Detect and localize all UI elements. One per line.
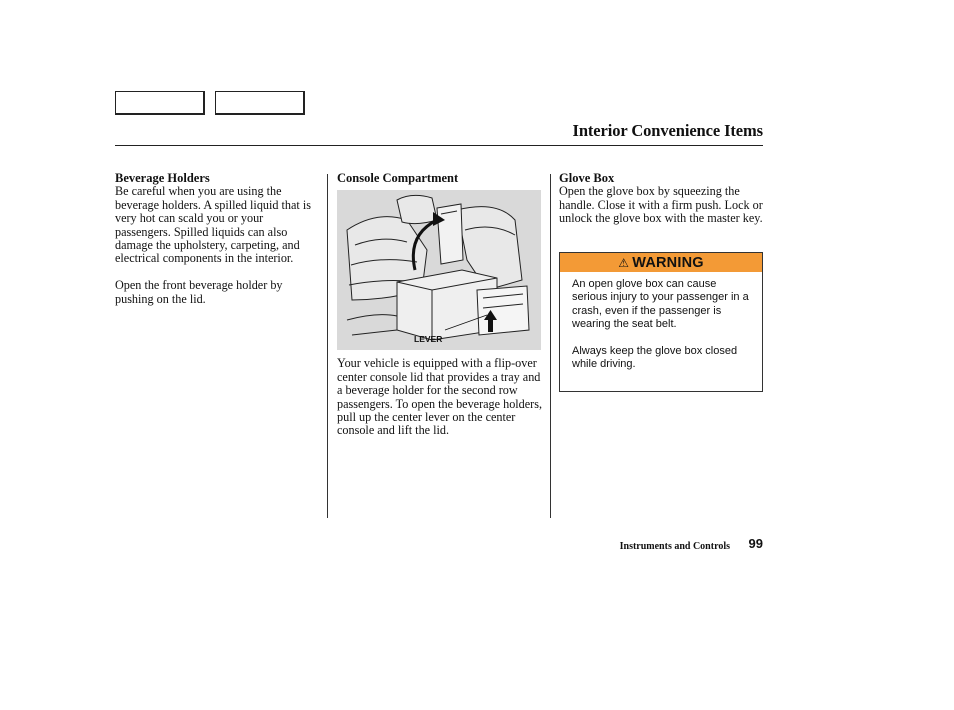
warning-box (559, 252, 763, 392)
nav-previous-button[interactable] (115, 91, 205, 115)
page-number: 99 (748, 536, 763, 551)
warning-triangle-icon: ⚠ (618, 255, 630, 270)
nav-next-button[interactable] (215, 91, 305, 115)
paragraph: Your vehicle is equipped with a flip-over center console lid that provides a tray and a beverage holder for the second row passengers. To open the beverage holders, pull up the center lever on the center console and lift the lid. (337, 356, 543, 438)
console-lever-illustration (337, 190, 541, 350)
paragraph: Open the front beverage holder by pushing on the lid. (115, 278, 283, 306)
warning-text: An open glove box can cause serious injury to your passenger in a crash, even if the passenger is wearing the seat belt. (572, 278, 749, 331)
column-divider (327, 174, 328, 518)
warning-body (560, 272, 762, 372)
warning-text: Always keep the glove box closed while driving. (572, 345, 738, 371)
warning-header (560, 253, 762, 272)
paragraph: Open the glove box by squeezing the handle. Close it with a firm push. Lock or unlock the glove box with the master key. (559, 184, 763, 226)
section-heading: Console Compartment (337, 171, 459, 185)
warning-label: WARNING (632, 254, 704, 271)
paragraph: Be careful when you are using the beverage holders. A spilled liquid that is very hot can scald you or your passengers. Spilled liquids can also damage the upholstery, carpeting, and electrical components in the interior. (115, 184, 311, 266)
page-title: Interior Convenience Items (572, 121, 763, 140)
title-rule (115, 145, 763, 146)
beverage-holders-section (115, 172, 321, 306)
console-compartment-section (337, 172, 543, 438)
glove-box-section (559, 172, 765, 226)
section-heading: Glove Box (559, 171, 615, 185)
section-heading: Beverage Holders (115, 171, 210, 185)
lever-label: LEVER (414, 334, 443, 345)
footer-section-name: Instruments and Controls (619, 541, 730, 552)
console-drawing (337, 190, 541, 350)
column-divider (550, 174, 551, 518)
